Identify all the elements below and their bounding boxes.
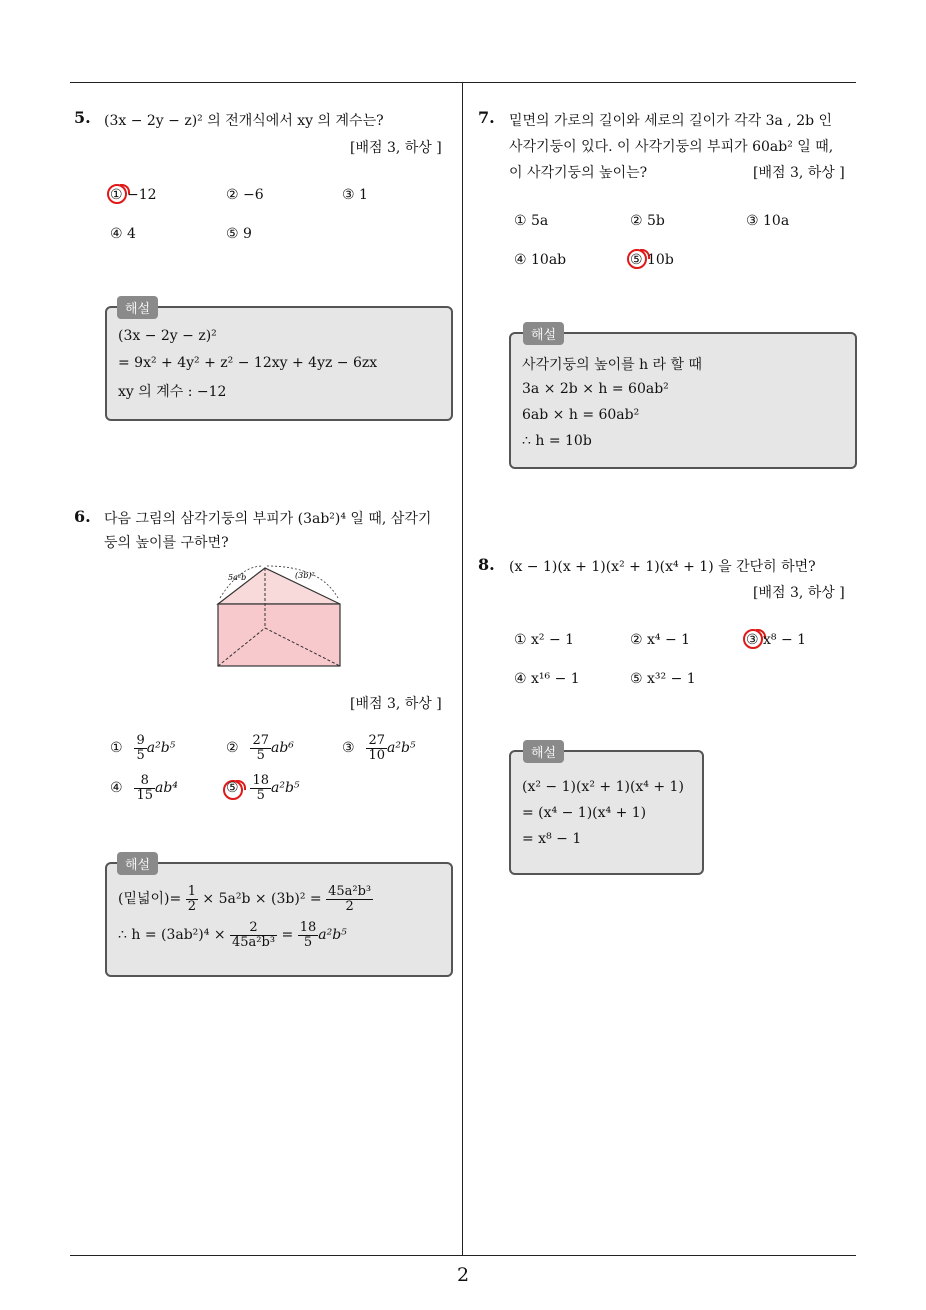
solution-line: = 9x² + 4y² + z² − 12xy + 4yz − 6zx [118,355,378,371]
score-label: [배점 3, 하상 ] [753,165,845,181]
solution-tab: 해설 [523,322,564,345]
bottom-rule [70,1255,856,1256]
choice-1[interactable]: ① x² − 1 [514,632,575,648]
numerator: 27 [252,733,269,748]
numerator: 27 [368,733,385,748]
question-text-line3: 이 사각기둥의 높이는? [509,165,648,181]
choice-2[interactable]: ② 5b [630,213,665,229]
denominator: 5 [303,934,313,950]
choice-1[interactable]: ① 5a [514,213,549,229]
choice-mark: ② [226,740,239,757]
solution-line: 3a × 2b × h = 60ab² [522,381,669,397]
solution-line: ∴ h = 10b [522,433,592,449]
solution-box [105,862,453,977]
choice-3[interactable]: ③ 10a [746,213,790,229]
solution-tab: 해설 [523,740,564,763]
denominator: 5 [136,747,145,763]
numerator: 8 [134,774,155,789]
fraction [298,921,319,949]
choice-1[interactable] [110,734,175,762]
choice-tail: ab⁶ [271,740,294,757]
solution-line-2 [118,921,347,949]
denominator: 2 [187,898,196,914]
choice-tail: ab⁴ [155,780,178,797]
solution-line: 6ab × h = 60ab² [522,407,640,423]
numerator: 45a²b³ [328,884,372,899]
score-label: [배점 3, 하상 ] [350,696,442,712]
choice-2[interactable] [226,734,294,762]
choice-3[interactable]: ③ 1 [342,187,368,203]
denominator: 45a²b³ [232,934,276,950]
numerator: 18 [299,920,317,935]
choice-mark: ① [110,740,123,757]
solution-line: (x² − 1)(x² + 1)(x⁴ + 1) [522,779,684,795]
choice-tail: a²b⁵ [387,740,416,757]
question-text-line1: 다음 그림의 삼각기둥의 부피가 (3ab²)⁴ 일 때, 삼각기 [104,511,432,527]
figure-label: 5a²b [228,573,247,582]
triangular-prism-figure [210,560,350,670]
numerator: 2 [230,921,277,936]
choice-2[interactable]: ② −6 [226,187,264,203]
choice-tail: a²b⁵ [271,780,300,797]
problem-number: 7. [478,108,495,127]
solution-line: (3x − 2y − z)² [118,328,217,344]
figure-label: (3b)² [295,571,315,580]
solution-text: × 5a²b × (3b)² = [202,891,322,908]
score-label: [배점 3, 하상 ] [753,585,845,601]
choice-mark: ④ [110,780,123,797]
fraction [366,734,387,762]
choice-mark: ⑤ [226,780,239,797]
denominator: 5 [256,747,265,763]
choice-4[interactable]: ④ 4 [110,226,136,242]
problem-number: 8. [478,555,495,574]
problem-number: 6. [74,507,91,526]
denominator: 10 [368,747,385,763]
denominator: 2 [345,898,354,914]
fraction [230,921,277,949]
choice-4[interactable]: ④ x¹⁶ − 1 [514,671,580,687]
question-text: (3x − 2y − z)² 의 전개식에서 xy 의 계수는? [104,113,384,129]
top-rule [70,82,856,83]
solution-line: = x⁸ − 1 [522,831,582,847]
solution-text: a²b⁵ [318,927,347,944]
choice-5[interactable]: ⑤ 9 [226,226,252,242]
fraction [186,885,198,913]
fraction [326,885,373,913]
question-text: (x − 1)(x + 1)(x² + 1)(x⁴ + 1) 을 간단히 하면? [509,559,816,575]
denominator: 5 [256,787,265,803]
numerator: 18 [252,773,269,788]
choice-tail: a²b⁵ [146,740,176,757]
solution-text: ∴ h = (3ab²)⁴ × [118,927,226,944]
solution-line-1 [118,885,373,913]
solution-tab: 해설 [117,296,158,319]
solution-line: 사각기둥의 높이를 h 라 할 때 [522,357,703,373]
solution-line: xy 의 계수 : −12 [118,384,227,400]
choice-2[interactable]: ② x⁴ − 1 [630,632,691,648]
choice-5[interactable]: ⑤ 10b [630,252,674,268]
choice-5[interactable]: ⑤ x³² − 1 [630,671,696,687]
question-text-line2: 사각기둥이 있다. 이 사각기둥의 부피가 60ab² 일 때, [509,139,834,155]
choice-1[interactable]: ① −12 [110,187,157,203]
fraction [250,734,271,762]
question-text-line1: 밑면의 가로의 길이와 세로의 길이가 각각 3a , 2b 인 [509,113,833,129]
choice-mark: ③ [342,740,355,757]
choice-3[interactable] [342,734,416,762]
numerator: 9 [136,733,145,748]
page-number: 2 [456,1264,470,1286]
numerator: 1 [187,884,196,899]
choice-4[interactable] [110,774,178,802]
fraction [134,734,146,762]
solution-line: = (x⁴ − 1)(x⁴ + 1) [522,805,647,821]
solution-text: = [281,927,294,944]
solution-tab: 해설 [117,852,158,875]
choice-3[interactable]: ③ x⁸ − 1 [746,632,807,648]
fraction [250,774,271,802]
fraction [134,774,155,802]
question-text-line2: 둥의 높이를 구하면? [104,535,229,551]
denominator: 15 [136,787,153,803]
score-label: [배점 3, 하상 ] [350,140,442,156]
choice-4[interactable]: ④ 10ab [514,252,567,268]
column-divider [462,82,463,1256]
problem-number: 5. [74,108,91,127]
choice-5[interactable] [226,774,300,802]
solution-text: (밑넓이)= [118,891,182,908]
